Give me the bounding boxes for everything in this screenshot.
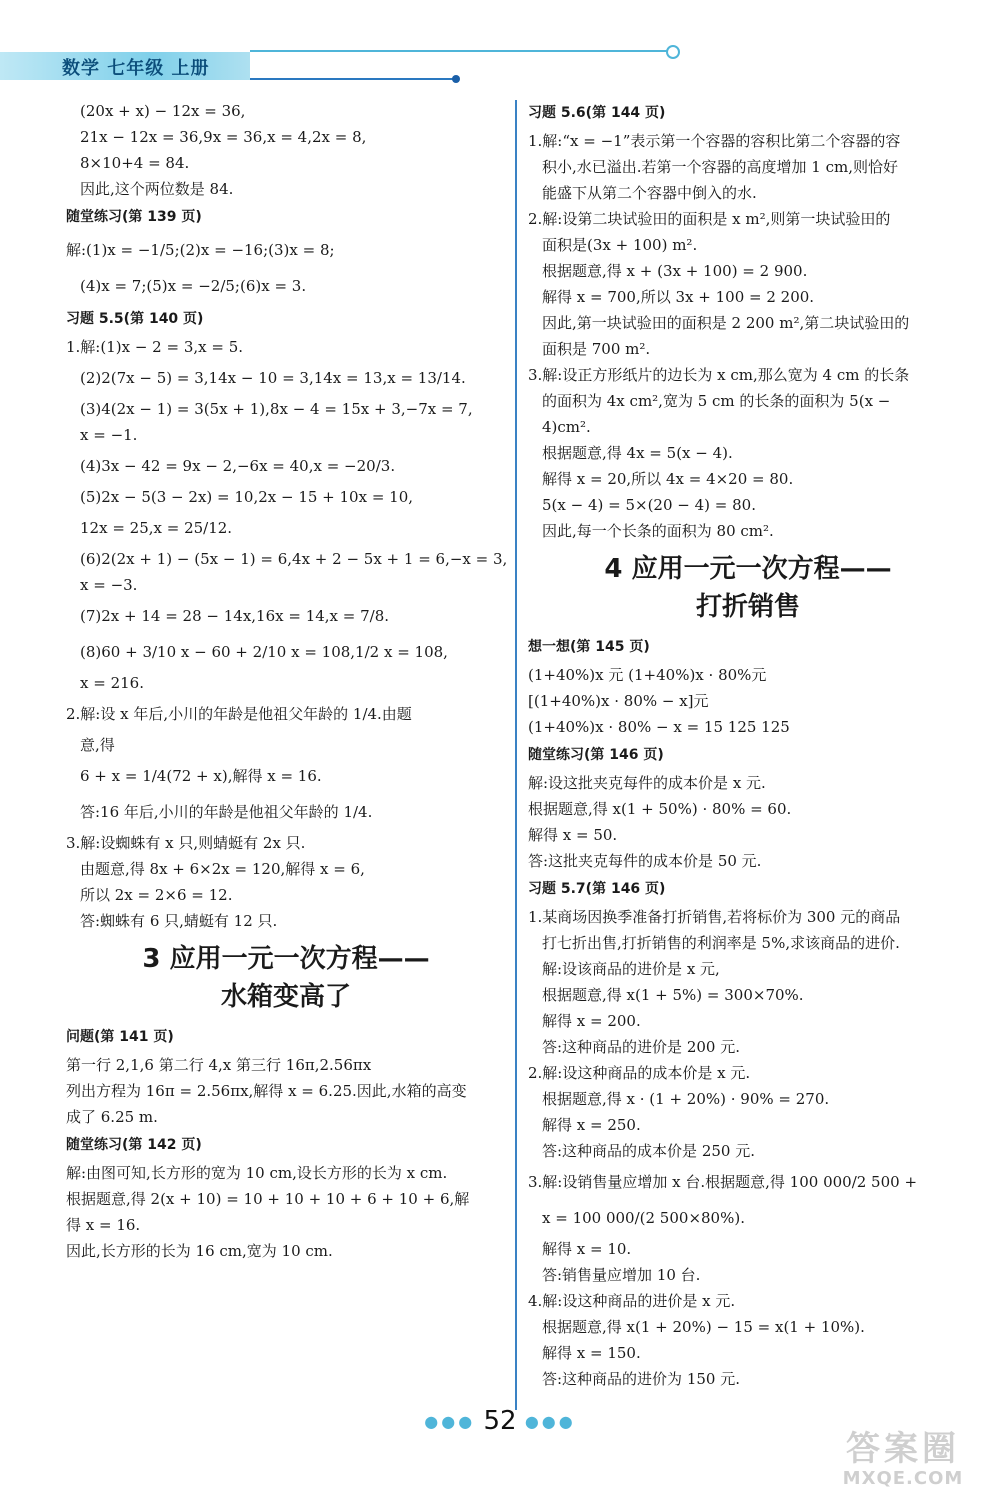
right-column	[528, 98, 968, 1392]
text-line: 解得 x = 250.	[542, 1116, 641, 1134]
left-lines	[66, 98, 506, 934]
text-line: 1.某商场因换季准备打折销售,若将标价为 300 元的商品	[528, 908, 901, 926]
text-line: (20x + x) − 12x = 36,	[80, 102, 246, 120]
text-line: 3.解:设销售量应增加 x 台.根据题意,得 100 000/2 500 +	[528, 1173, 918, 1191]
text-line: (8)60 + 3/10 x − 60 + 2/10 x = 108,1/2 x = 108,	[80, 643, 448, 661]
text-line: 答:16 年后,小川的年龄是他祖父年龄的 1/4.	[80, 803, 373, 821]
text-line: 答:销售量应增加 10 台.	[542, 1266, 701, 1284]
text-line: 12x = 25,x = 25/12.	[80, 519, 233, 537]
text-line: (6)2(2x + 1) − (5x − 1) = 6,4x + 2 − 5x + 1 = 6,−x = 3,	[80, 550, 508, 568]
text-line: 2.解:设这种商品的成本价是 x 元.	[528, 1064, 751, 1082]
section-heading: 习题 5.7(第 146 页)	[528, 881, 666, 897]
text-line: (2)2(7x − 5) = 3,14x − 10 = 3,14x = 13,x = 13/14.	[80, 369, 466, 387]
text-line: (7)2x + 14 = 28 − 14x,16x = 14,x = 7/8.	[80, 607, 390, 625]
text-line: 意,得	[80, 736, 115, 754]
text-line: (4)x = 7;(5)x = −2/5;(6)x = 3.	[80, 277, 307, 295]
text-line: 6 + x = 1/4(72 + x),解得 x = 16.	[80, 767, 322, 785]
text-line: 解得 x = 150.	[542, 1344, 641, 1362]
text-line: 解得 x = 20,所以 4x = 4×20 = 80.	[542, 470, 794, 488]
text-line: (5)2x − 5(3 − 2x) = 10,2x − 15 + 10x = 10,	[80, 488, 414, 506]
section-heading: 随堂练习(第 146 页)	[528, 747, 664, 763]
right2-lines	[528, 632, 968, 1392]
text-line: 能盛下从第二个容器中倒入的水.	[542, 184, 757, 202]
watermark-url: MXQE.COM	[842, 1468, 964, 1489]
text-line: 3.解:设蜘蛛有 x 只,则蜻蜓有 2x 只.	[66, 834, 306, 852]
section-heading: 习题 5.6(第 144 页)	[528, 105, 666, 121]
header-ring-dot	[666, 45, 680, 59]
column-divider	[515, 100, 517, 1410]
section-4-line2: 打折销售	[695, 592, 800, 622]
header-title: 数学 七年级 上册	[62, 58, 210, 79]
text-line: 根据题意,得 x(1 + 20%) − 15 = x(1 + 10%).	[542, 1318, 865, 1336]
text-line: 答:这批夹克每件的成本价是 50 元.	[528, 852, 762, 870]
text-line: 解:由图可知,长方形的宽为 10 cm,设长方形的长为 x cm.	[66, 1164, 448, 1182]
text-line: 解:设该商品的进价是 x 元,	[542, 960, 720, 978]
text-line: 根据题意,得 2(x + 10) = 10 + 10 + 10 + 6 + 10 + 6,解	[66, 1190, 470, 1208]
left-column	[66, 98, 506, 1264]
text-line: 解得 x = 50.	[528, 826, 618, 844]
text-line: 打七折出售,打折销售的利润率是 5%,求该商品的进价.	[542, 934, 900, 952]
text-line: 根据题意,得 4x = 5(x − 4).	[542, 444, 733, 462]
text-line: [(1+40%)x · 80% − x]元	[528, 692, 709, 710]
text-line: 4.解:设这种商品的进价是 x 元.	[528, 1292, 736, 1310]
text-line: 因此,这个两位数是 84.	[80, 180, 234, 198]
text-line: x = −1.	[80, 426, 138, 444]
text-line: 根据题意,得 x(1 + 5%) = 300×70%.	[542, 986, 804, 1004]
text-line: 答:这种商品的成本价是 250 元.	[542, 1142, 755, 1160]
text-line: 5(x − 4) = 5×(20 − 4) = 80.	[542, 496, 756, 514]
text-line: 根据题意,得 x + (3x + 100) = 2 900.	[542, 262, 808, 280]
text-line: 解得 x = 700,所以 3x + 100 = 2 200.	[542, 288, 815, 306]
text-line: 解:设这批夹克每件的成本价是 x 元.	[528, 774, 766, 792]
text-line: (1+40%)x 元 (1+40%)x · 80%元	[528, 666, 767, 684]
right-lines	[528, 98, 968, 544]
footer-dots-right: ●●●	[524, 1412, 576, 1431]
text-line: 3.解:设正方形纸片的边长为 x cm,那么宽为 4 cm 的长条	[528, 366, 910, 384]
text-line: 解:(1)x = −1/5;(2)x = −16;(3)x = 8;	[66, 241, 335, 259]
section-heading: 问题(第 141 页)	[66, 1029, 174, 1045]
text-line: 根据题意,得 x(1 + 50%) · 80% = 60.	[528, 800, 792, 818]
text-line: 所以 2x = 2×6 = 12.	[80, 886, 233, 904]
text-line: 解得 x = 10.	[542, 1240, 632, 1258]
section-4-line1: 4 应用一元一次方程——	[604, 554, 892, 584]
text-line: (4)3x − 42 = 9x − 2,−6x = 40,x = −20/3.	[80, 457, 396, 475]
text-line: 解得 x = 200.	[542, 1012, 641, 1030]
text-line: 因此,每一个长条的面积为 80 cm².	[542, 522, 774, 540]
header-rule-top	[250, 50, 670, 52]
text-line: (1+40%)x · 80% − x = 15 125 125	[528, 718, 790, 736]
text-line: x = −3.	[80, 576, 138, 594]
text-line: 答:蜘蛛有 6 只,蜻蜓有 12 只.	[80, 912, 278, 930]
page-number: 52	[483, 1406, 517, 1436]
header-dot	[452, 75, 460, 83]
text-line: 8×10+4 = 84.	[80, 154, 190, 172]
section-heading: 随堂练习(第 139 页)	[66, 209, 202, 225]
section-3-title	[66, 940, 506, 1016]
text-line: 因此,长方形的长为 16 cm,宽为 10 cm.	[66, 1242, 333, 1260]
text-line: 积小,水已溢出.若第一个容器的高度增加 1 cm,则恰好	[542, 158, 899, 176]
text-line: 列出方程为 16π = 2.56πx,解得 x = 6.25.因此,水箱的高变	[66, 1082, 467, 1100]
section-3-line1: 3 应用一元一次方程——	[142, 944, 430, 974]
watermark-text: 答案圈	[846, 1429, 960, 1469]
footer-dots-left: ●●●	[424, 1412, 476, 1431]
text-line: 的面积为 4x cm²,宽为 5 cm 的长条的面积为 5(x −	[542, 392, 891, 410]
text-line: 2.解:设 x 年后,小川的年龄是他祖父年龄的 1/4.由题	[66, 705, 412, 723]
text-line: 4)cm².	[542, 418, 591, 436]
text-line: (3)4(2x − 1) = 3(5x + 1),8x − 4 = 15x + 3,−7x = 7,	[80, 400, 473, 418]
text-line: 根据题意,得 x · (1 + 20%) · 90% = 270.	[542, 1090, 830, 1108]
header-rule-bottom	[250, 78, 455, 80]
section-heading: 想一想(第 145 页)	[528, 639, 650, 655]
text-line: x = 216.	[80, 674, 144, 692]
text-line: x = 100 000/(2 500×80%).	[542, 1209, 745, 1227]
section-heading: 习题 5.5(第 140 页)	[66, 311, 204, 327]
text-line: 1.解:(1)x − 2 = 3,x = 5.	[66, 338, 244, 356]
text-line: 面积是(3x + 100) m².	[542, 236, 698, 254]
page-header	[0, 40, 1000, 90]
section-heading: 随堂练习(第 142 页)	[66, 1137, 202, 1153]
text-line: 面积是 700 m².	[542, 340, 651, 358]
text-line: 得 x = 16.	[66, 1216, 141, 1234]
text-line: 答:这种商品的进价为 150 元.	[542, 1370, 740, 1388]
left2-lines	[66, 1022, 506, 1264]
text-line: 第一行 2,1,6 第二行 4,x 第三行 16π,2.56πx	[66, 1056, 372, 1074]
text-line: 答:这种商品的进价是 200 元.	[542, 1038, 740, 1056]
text-line: 由题意,得 8x + 6×2x = 120,解得 x = 6,	[80, 860, 365, 878]
text-line: 2.解:设第二块试验田的面积是 x m²,则第一块试验田的	[528, 210, 891, 228]
text-line: 成了 6.25 m.	[66, 1108, 158, 1126]
text-line: 因此,第一块试验田的面积是 2 200 m²,第二块试验田的	[542, 314, 910, 332]
watermark-logo	[818, 1430, 988, 1492]
text-line: 21x − 12x = 36,9x = 36,x = 4,2x = 8,	[80, 128, 367, 146]
section-3-line2: 水箱变高了	[220, 982, 351, 1012]
section-4-title	[528, 550, 968, 626]
text-line: 1.解:“x = −1”表示第一个容器的容积比第二个容器的容	[528, 132, 901, 150]
